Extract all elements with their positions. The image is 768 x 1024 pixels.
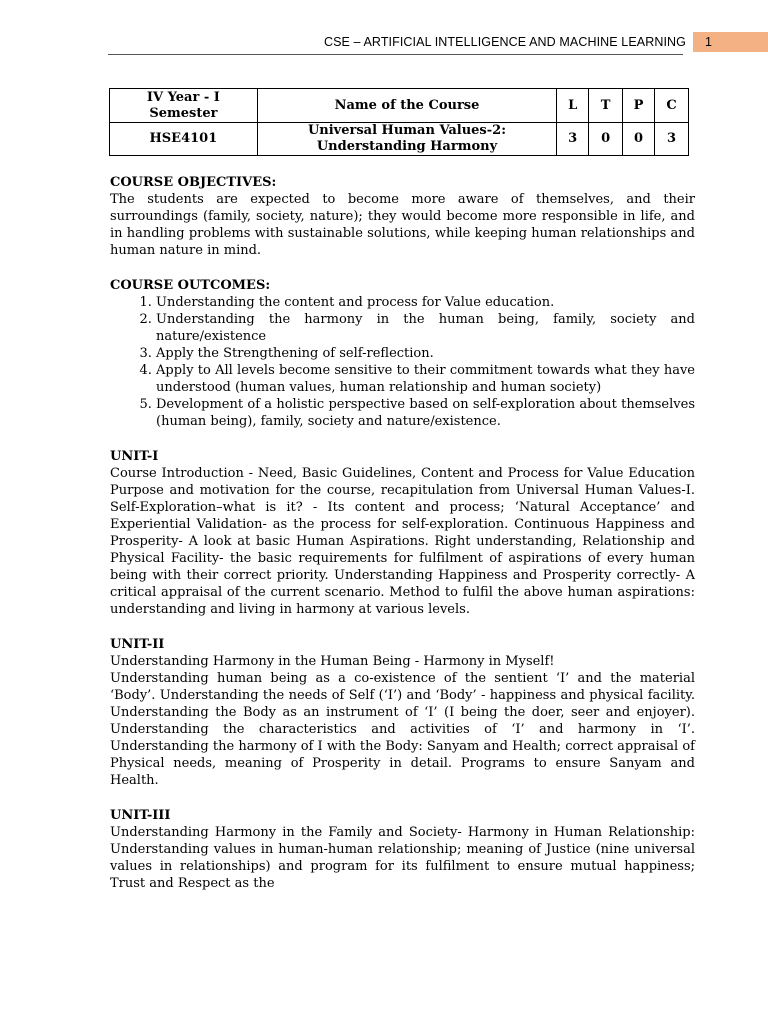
document-body [110, 88, 695, 892]
c-value-cell: 3 [655, 123, 689, 156]
header-rule [108, 54, 683, 55]
p-header-cell: P [623, 89, 655, 123]
outcomes-heading: COURSE OUTCOMES: [110, 278, 271, 293]
course-name-cell: Universal Human Values-2: Understanding Harmony [257, 123, 556, 156]
l-header-cell: L [557, 89, 589, 123]
objectives-text: The students are expected to become more aware of themselves, and their surroundings (family, society, nature); they would become more responsible in life, and in handling problems with sustainable solutions, while keeping human relationships and human nature in mind. [110, 192, 695, 258]
course-code-cell: HSE4101 [110, 123, 258, 156]
unit-2-subtitle: Understanding Harmony in the Human Being - Harmony in Myself! [110, 654, 555, 669]
t-value-cell: 0 [589, 123, 623, 156]
l-value-cell: 3 [557, 123, 589, 156]
header-title: CSE – ARTIFICIAL INTELLIGENCE AND MACHINE LEARNING [323, 35, 686, 49]
course-table-data-row [110, 123, 689, 156]
unit-3-text: Understanding Harmony in the Family and Society- Harmony in Human Relationship: Understanding values in human-human relationship; meaning of Justice (nine universal values in relationships) and program for its fulfilment to ensure mutual happiness; Trust and Respect as the [110, 825, 695, 891]
c-header-cell: C [655, 89, 689, 123]
course-table [109, 88, 689, 156]
unit-3-heading: UNIT-III [110, 808, 171, 823]
course-name-label-cell: Name of the Course [257, 89, 556, 123]
page-header [0, 0, 768, 58]
unit-2-heading: UNIT-II [110, 637, 165, 652]
outcomes-list [110, 294, 695, 430]
page-number: 1 [693, 32, 768, 52]
list-item: 3. Apply the Strengthening of self-reflection. [156, 345, 695, 362]
list-item: 2. Understanding the harmony in the human being, family, society and nature/existence [156, 311, 695, 345]
objectives-heading: COURSE OBJECTIVES: [110, 175, 277, 190]
list-item: 1. Understanding the content and process for Value education. [156, 294, 695, 311]
unit-2-text: Understanding human being as a co-existence of the sentient ‘I’ and the material ‘Body’. Understanding the needs of Self (‘I’) and ‘Body’ - happiness and physical facility. Understanding the Body as an instrument of ‘I’ (I being the doer, seer and enjoyer). Understanding the characteristics and activities of ‘I’ and harmony in ‘I’. Understanding the harmony of I with the Body: Sanyam and Health; correct appraisal of Physical needs, meaning of Prosperity in detail. Programs to ensure Sanyam and Health. [110, 671, 695, 788]
course-table-header-row [110, 89, 689, 123]
t-header-cell: T [589, 89, 623, 123]
unit-1-text: Course Introduction - Need, Basic Guidelines, Content and Process for Value Education Purpose and motivation for the course, recapitulation from Universal Human Values-I. Self-Exploration–what is it? - Its content and process; ‘Natural Acceptance’ and Experiential Validation- as the process for self-exploration. Continuous Happiness and Prosperity- A look at basic Human Aspirations. Right understanding, Relationship and Physical Facility- the basic requirements for fulfilment of aspirations of every human being with their correct priority. Understanding Happiness and Prosperity correctly- A critical appraisal of the current scenario. Method to fulfil the above human aspirations: understanding and living in harmony at various levels. [110, 466, 695, 617]
p-value-cell: 0 [623, 123, 655, 156]
list-item: 4. Apply to All levels become sensitive to their commitment towards what they have understood (human values, human relationship and human society) [156, 362, 695, 396]
unit-1-heading: UNIT-I [110, 449, 159, 464]
year-semester-cell: IV Year - I Semester [110, 89, 258, 123]
list-item: 5. Development of a holistic perspective based on self-exploration about themselves (human being), family, society and nature/existence. [156, 396, 695, 430]
